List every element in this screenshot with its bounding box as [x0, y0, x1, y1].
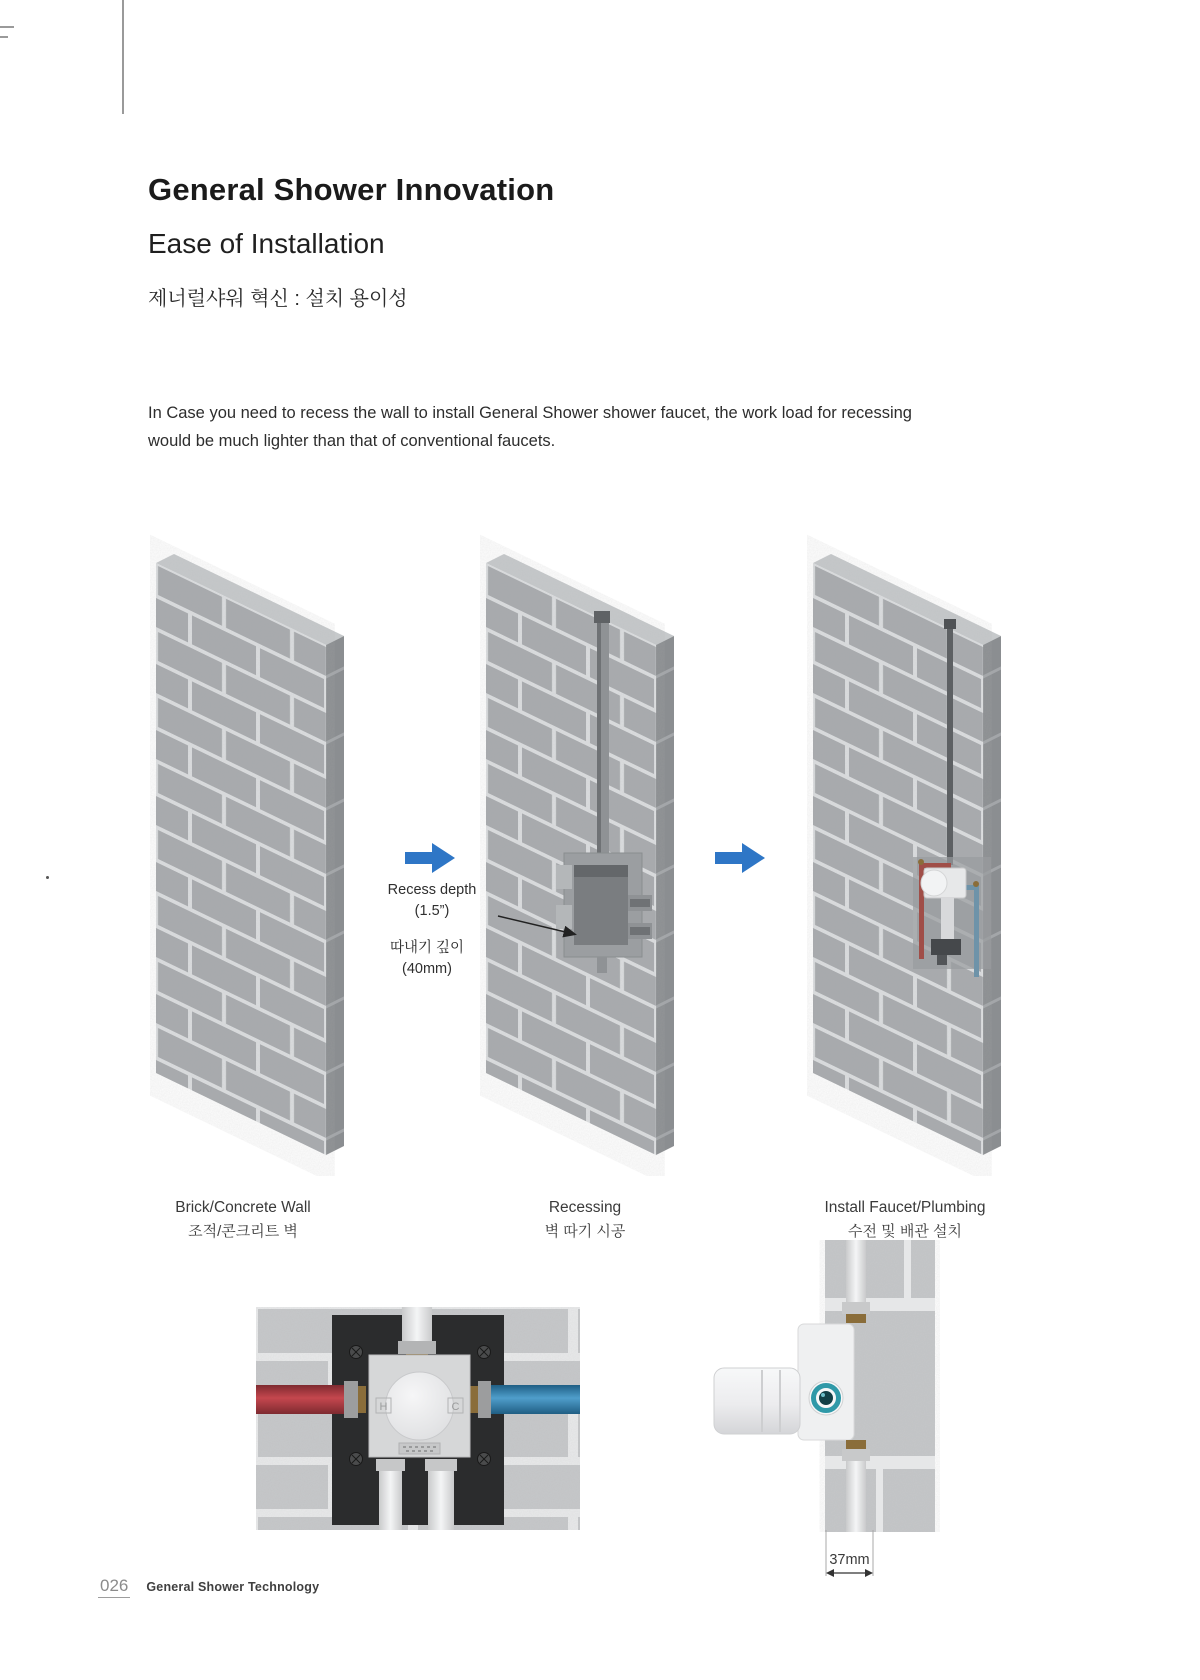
print-mark-top-tick-2: [0, 36, 8, 38]
intro-line-1: In Case you need to recess the wall to install General Shower shower faucet, the work load for recessing: [148, 404, 912, 422]
wall-brick-concrete: [150, 511, 362, 1176]
page-footer: [98, 1576, 319, 1598]
page-title: General Shower Innovation: [148, 172, 555, 207]
bottom-pipe-left: [379, 1471, 402, 1530]
step-caption-kr: 수전 및 배관 설치: [848, 1223, 962, 1240]
photo-valve-side-view: [700, 1240, 940, 1532]
supply-pipe-bottom: [846, 1461, 866, 1532]
hot-marking: H: [379, 1401, 388, 1413]
photo-valve-top-view: [256, 1307, 580, 1530]
print-mark-dot: [46, 876, 49, 879]
bottom-pipe-right: [428, 1471, 454, 1530]
wall-plumbing: [807, 511, 1019, 1176]
faucet-assembly: [913, 857, 991, 977]
step-caption-kr: 조적/콘크리트 벽: [188, 1223, 298, 1240]
arrow-right-icon: [405, 842, 457, 874]
dimension-value: 37mm: [829, 1552, 870, 1568]
step-caption-kr: 벽 따기 시공: [544, 1223, 626, 1240]
step-caption-2: [445, 1196, 725, 1244]
step-caption-en: Recessing: [548, 1199, 622, 1216]
hot-water-pipe: [256, 1385, 344, 1414]
wall-recessing: [480, 511, 692, 1176]
footer-label: General Shower Technology: [146, 1580, 320, 1594]
valve-face-ring: [809, 1381, 843, 1415]
page-subtitle: Ease of Installation: [148, 228, 385, 259]
print-mark-vertical-line: [122, 0, 124, 114]
cold-water-pipe: [490, 1385, 580, 1414]
recess-depth-label-en: Recess depth (1.5”): [387, 882, 477, 919]
cold-marking: C: [451, 1401, 460, 1413]
intro-line-2: would be much lighter than that of conventional faucets.: [148, 431, 556, 450]
step-caption-3: [765, 1196, 1045, 1244]
dimension-37mm: [818, 1528, 882, 1582]
intro-paragraph: [148, 400, 978, 455]
recess-depth-label-kr: 따내기 깊이 (40mm): [389, 940, 465, 977]
valve-label-plate: [399, 1443, 440, 1454]
annotation-arrow: [494, 908, 586, 944]
page-number: 026: [98, 1576, 130, 1598]
supply-pipe-top: [846, 1240, 866, 1304]
step-caption-en: Install Faucet/Plumbing: [824, 1199, 986, 1216]
valve-cap: [386, 1372, 454, 1440]
arrow-right-icon: [715, 842, 767, 874]
page-subtitle-korean: 제너럴샤워 혁신 : 설치 용이성: [148, 288, 408, 310]
step-caption-1: [103, 1196, 383, 1244]
print-mark-top-tick: [0, 26, 14, 28]
handle: [714, 1368, 800, 1434]
top-outlet-pipe: [402, 1307, 432, 1343]
step-caption-en: Brick/Concrete Wall: [175, 1199, 311, 1216]
